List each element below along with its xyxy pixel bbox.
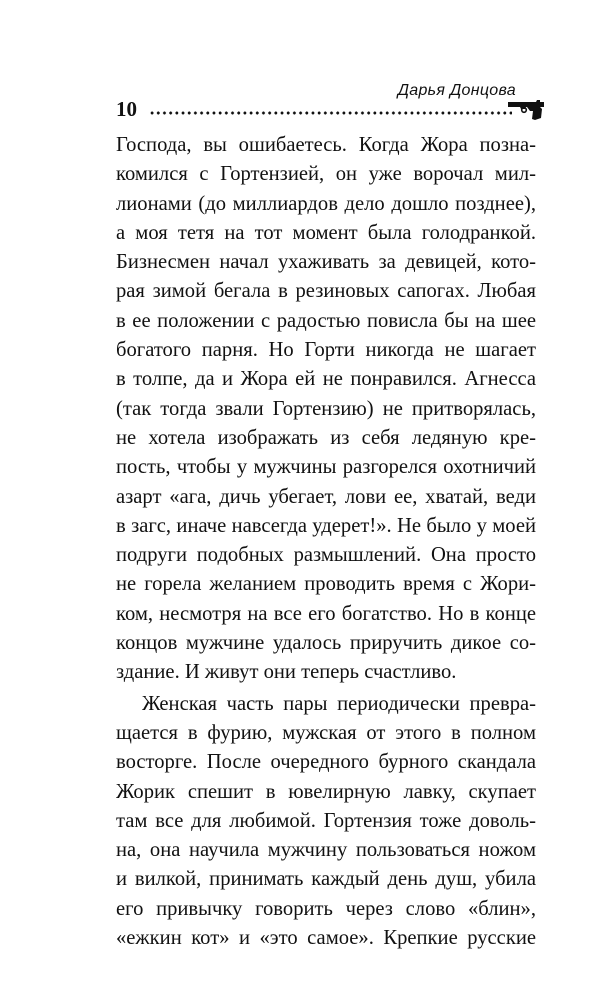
text-line: Бизнесмен начал ухаживать за девицей, кото- [116, 251, 536, 274]
text-line: рая зимой бегала в резиновых сапогах. Любая [116, 280, 536, 303]
text-line: в загс, иначе навсегда удерет!». Не было у моей [116, 514, 536, 537]
text-line: лионами (до миллиардов дело дошло позднее), [116, 192, 536, 215]
text-line: Господа, вы ошибаетесь. Когда Жора позна- [116, 134, 536, 156]
page-body-text [116, 131, 536, 953]
text-line: концов мужчине удалось приручить дикое со- [116, 632, 536, 655]
author-name: Дарья Донцова [397, 82, 516, 99]
text-line: там все для любимой. Гортензия тоже доволь- [116, 809, 536, 832]
text-line: не хотела изображать из себя ледяную кре- [116, 426, 536, 449]
text-line: подруги подобных размышлений. Она просто [116, 544, 536, 567]
text-line: богатого парня. Но Горти никогда не шагает [116, 339, 536, 362]
revolver-icon [506, 96, 546, 122]
text-line: Жорик спешит в ювелирную лавку, скупает [116, 780, 536, 803]
text-line: на, она научила мужчину пользоваться ножом [116, 839, 536, 862]
text-line: и вилкой, принимать каждый день душ, убила [116, 868, 536, 891]
dotted-leader [149, 111, 512, 115]
text-line: (так тогда звали Гортензию) не притворялась, [116, 397, 536, 420]
text-line: его привычку говорить через слово «блин», [116, 897, 536, 920]
text-line: пость, чтобы у мужчины разгорелся охотничий [116, 456, 536, 479]
text-line: ком, несмотря на все его богатство. Но в конце [116, 602, 536, 625]
running-header [116, 82, 536, 122]
text-line: восторге. После очередного бурного скандала [116, 751, 536, 774]
text-line: а моя тетя на тот момент была голодранкой. [116, 221, 536, 244]
paragraph [116, 690, 536, 954]
text-line: азарт «ага, дичь убегает, лови ее, хватай, веди [116, 485, 536, 508]
paragraph [116, 131, 536, 688]
text-line: в толпе, да и Жора ей не понравился. Агнесса [116, 368, 536, 391]
text-line: в ее положении с радостью повисла бы на шее [116, 309, 536, 332]
text-line: Женская часть пары периодически превра- [142, 692, 536, 715]
page-number: 10 [116, 97, 137, 121]
text-line: «ежкин кот» и «это самое». Крепкие русские [116, 927, 536, 950]
text-line: комился с Гортензией, он уже ворочал мил- [116, 163, 536, 186]
text-line: здание. И живут они теперь счастливо. [116, 661, 457, 684]
text-line: не горела желанием проводить время с Жори- [116, 573, 536, 596]
text-line: щается в фурию, мужская от этого в полном [116, 721, 536, 744]
